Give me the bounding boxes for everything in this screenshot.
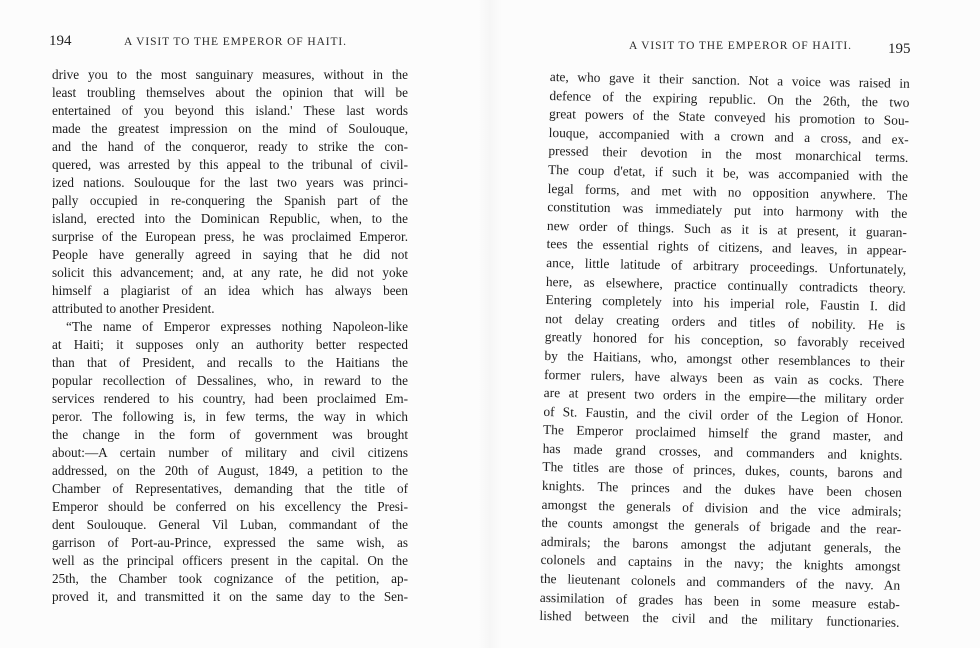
text-line: services rendered to his country, had been proclaimed Em-	[52, 391, 408, 406]
text-line: himself a plagiarist of an idea which has always been	[52, 283, 408, 298]
text-line: “The name of Emperor expresses nothing Napoleon-like	[66, 319, 408, 334]
text-line: popular recollection of Dessalines, who, in reward to the	[52, 373, 408, 388]
text-line: addressed, on the 20th of August, 1849, a petition to the	[52, 463, 408, 478]
left-page-number: 194	[49, 33, 72, 49]
text-line: drive you to the most sanguinary measures, without in the	[52, 67, 408, 82]
right-page	[490, 0, 980, 648]
text-line: about:—A certain number of military and civil citizens	[52, 445, 408, 460]
text-line: The Emperor proclaimed himself the grand master, and	[542, 422, 904, 445]
text-line: knights. The princes and the dukes have been chosen	[541, 477, 903, 500]
text-line: greatly honored for his conception, so favorably received	[544, 329, 905, 352]
text-line: attributed to another President.	[52, 301, 215, 316]
text-line: least troubling themselves about the opinion that will be	[52, 85, 408, 100]
text-line: at Haiti; it supposes only an authority better respected	[52, 337, 408, 352]
text-line: of St. Faustin, and the civil order of the Legion of Honor.	[543, 403, 904, 426]
text-line: tees the essential rights of citizens, and leaves, in appear-	[546, 236, 907, 259]
text-line: constitution was immediately put into harmony with the	[547, 199, 908, 222]
text-line: Chamber of Representatives, demanding that the title of	[52, 481, 408, 496]
text-line: louque, accompanied with a crown and a cross, and ex-	[548, 124, 909, 147]
text-line: quered, was arrested by this appeal to the tribunal of civil-	[52, 157, 408, 172]
text-line: legal forms, and met with no opposition anywhere. The	[547, 180, 908, 203]
text-line: entertained of you beyond this island.' These last words	[52, 103, 408, 118]
text-line: Entering completely into his imperial role, Faustin I. did	[545, 292, 906, 314]
text-line: than that of President, and recalls to the Haitians the	[52, 355, 408, 370]
text-line: here, as elsewhere, practice continually contradicts theory.	[545, 273, 906, 296]
right-running-head: A VISIT TO THE EMPEROR OF HAITI.	[629, 40, 852, 52]
text-line: People have generally agreed in saying that he did not	[52, 247, 408, 262]
text-line: amongst the generals of division and the vice admirals;	[541, 496, 902, 519]
text-line: well as the principal officers present in the capital. On the	[52, 553, 408, 568]
text-line: garrison of Port-au-Prince, expressed the same wish, as	[52, 535, 408, 550]
text-line: by the Haitians, who, amongst other resemblances to their	[544, 347, 905, 370]
text-line: pressed their devotion in the most monarchical terms.	[548, 143, 909, 166]
text-line: former rulers, have always been as vain as cocks. There	[543, 366, 905, 389]
text-line: peror. The following is, in few terms, the way in which	[52, 409, 408, 424]
text-line: The titles are those of princes, dukes, counts, barons and	[542, 459, 903, 482]
text-line: ance, little latitude of arbitrary proceedings. Unfortunately,	[546, 254, 907, 277]
text-line: the change in the form of government was brought	[52, 427, 408, 442]
text-line: The coup d'etat, if such it be, was accompanied with the	[547, 161, 909, 184]
text-line: defence of the expiring republic. On the 26th, the two	[549, 87, 910, 110]
text-line: ized nations. Soulouque for the last two years was princi-	[52, 175, 408, 190]
text-line: the lieutenant colonels and commanders of the navy. An	[540, 570, 901, 593]
text-line: the counts amongst the generals of brigade and the rear-	[541, 515, 902, 538]
text-line: lished between the civil and the military functionaries.	[539, 608, 900, 631]
text-line: not delay creating orders and titles of nobility. He is	[545, 310, 906, 333]
right-page-number: 195	[888, 41, 911, 57]
left-running-head: A VISIT TO THE EMPEROR OF HAITI.	[124, 36, 347, 48]
text-line: colonels and captains in the navy; the knights amongst	[540, 552, 901, 575]
text-line: solicit this advancement; and, at any rate, he did not yoke	[52, 265, 408, 280]
text-line: surprise of the European press, he was proclaimed Emperor.	[52, 229, 408, 244]
text-line: island, erected into the Dominican Republic, when, to the	[52, 211, 408, 226]
text-line: great powers of the State conveyed his promotion to Sou-	[548, 106, 910, 129]
text-line: proved it, and transmitted it on the same day to the Sen-	[52, 589, 408, 604]
text-line: made the greatest impression on the mind of Soulouque,	[52, 121, 408, 136]
text-line: ate, who gave it their sanction. Not a voice was raised in	[549, 68, 910, 91]
text-line: 25th, the Chamber took cognizance of the petition, ap-	[52, 571, 408, 586]
text-line: new order of things. Such as it is at present, it guaran-	[546, 217, 908, 240]
text-line: are at present two orders in the empire—the military order	[543, 385, 904, 407]
text-line: Emperor should be conferred on his excellency the Presi-	[52, 499, 408, 514]
left-page-text	[52, 66, 408, 606]
text-line: dent Soulouque. General Vil Luban, commandant of the	[52, 517, 408, 532]
text-line: assimilation of grades has been in some measure estab-	[539, 589, 900, 612]
text-line: pally occupied in re-conquering the Spanish part of the	[52, 193, 408, 208]
right-page-text	[539, 68, 910, 633]
text-line: admirals; the barons amongst the adjutant generals, the	[540, 533, 901, 556]
text-line: has made grand crosses, and commanders and knights.	[542, 440, 903, 463]
text-line: and the hand of the conqueror, ready to strike the con-	[52, 139, 408, 154]
